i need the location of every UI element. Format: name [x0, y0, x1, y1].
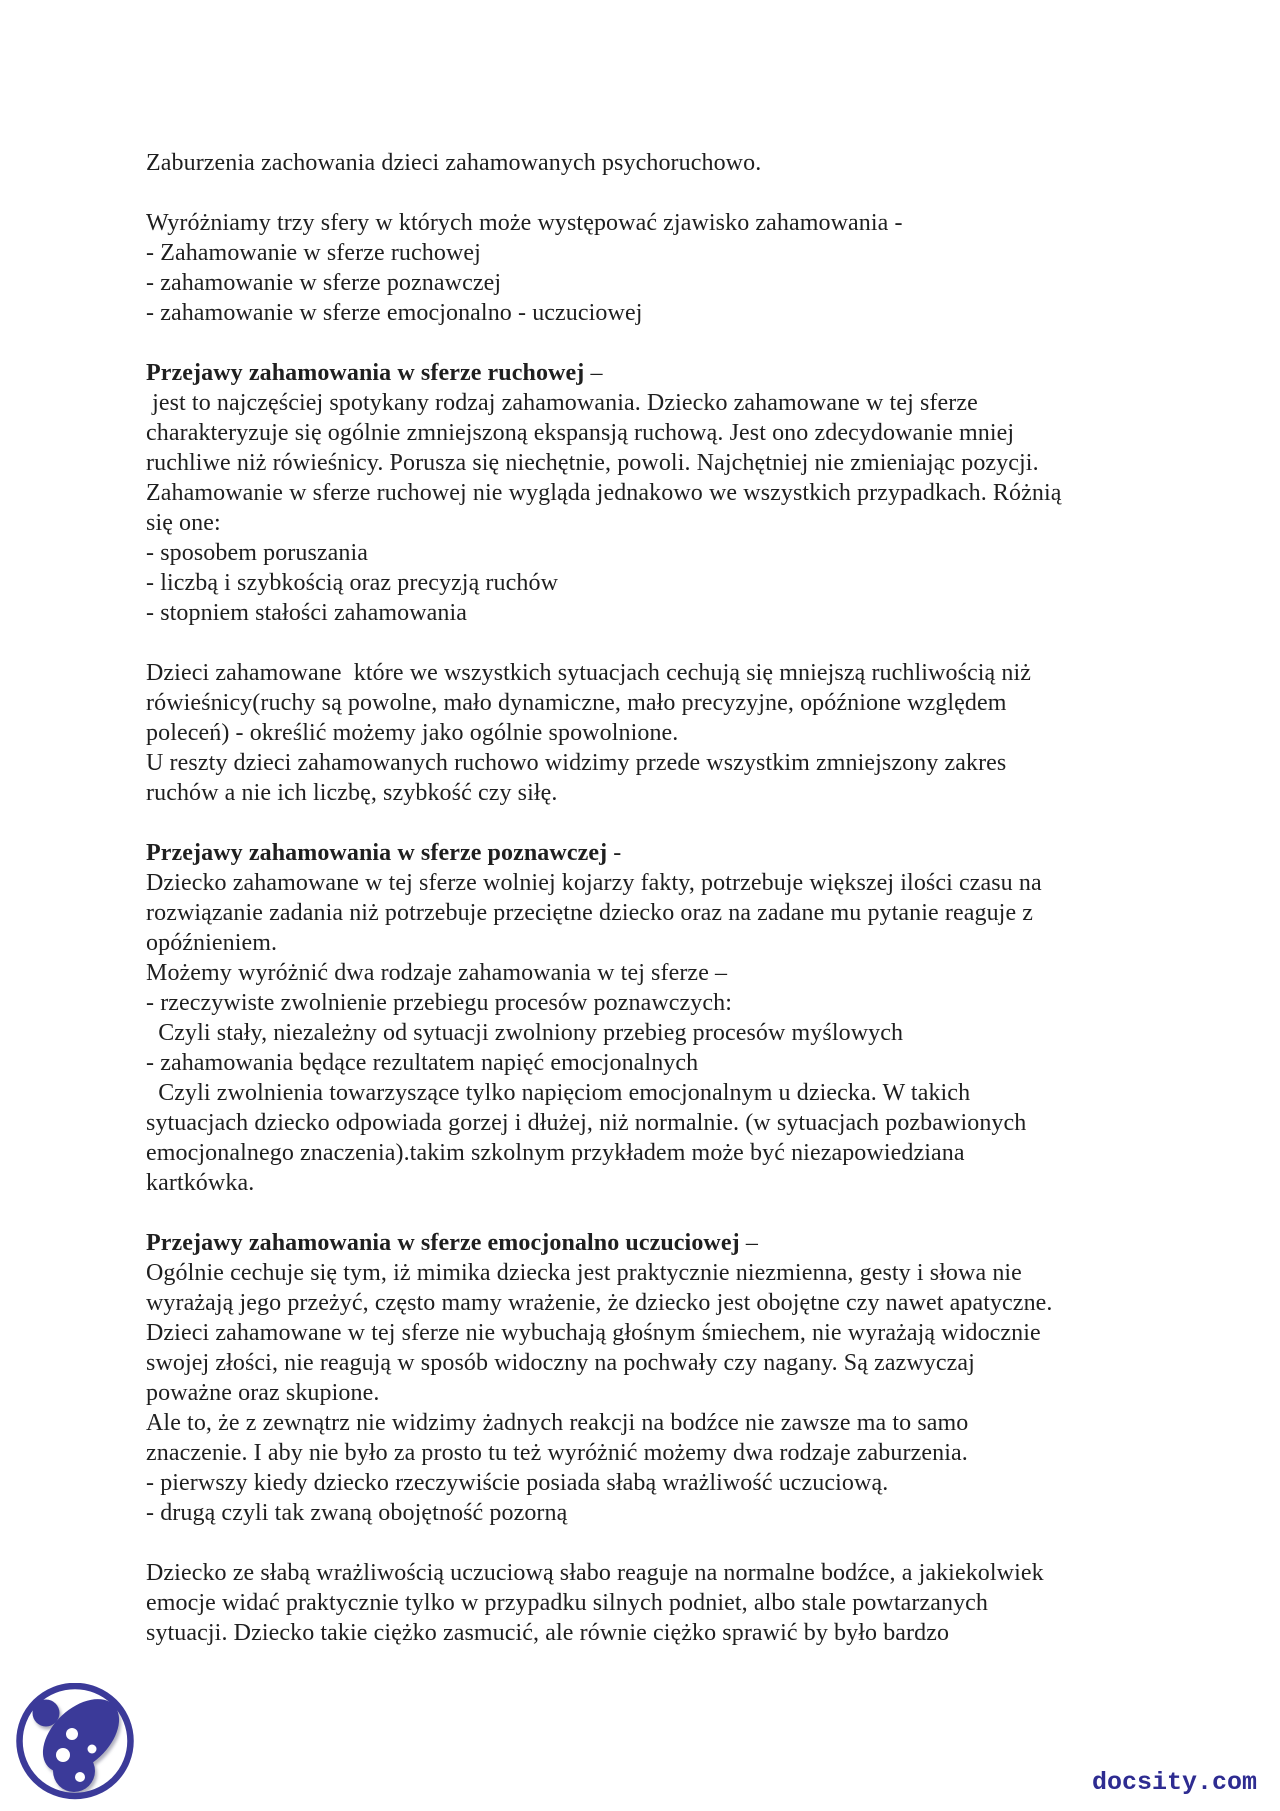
text-line: poważne oraz skupione.	[146, 1380, 380, 1406]
paragraph	[146, 1558, 1226, 1648]
text-line: kartkówka.	[146, 1170, 255, 1196]
text-line: Ogólnie cechuje się tym, iż mimika dziecka jest praktycznie niezmienna, gesty i słowa nie	[146, 1260, 1022, 1286]
text-line: Czyli stały, niezależny od sytuacji zwolniony przebieg procesów myślowych	[146, 1020, 904, 1046]
section-heading-dash: –	[739, 1230, 758, 1256]
section-heading	[146, 838, 1226, 868]
text-line: Ale to, że z zewnątrz nie widzimy żadnych reakcji na bodźce nie zawsze ma to samo	[146, 1410, 969, 1436]
section-heading-dash: -	[607, 840, 622, 866]
text-line: opóźnieniem.	[146, 930, 278, 956]
text-line: Dzieci zahamowane które we wszystkich sytuacjach cechują się mniejszą ruchliwością niż	[146, 660, 1032, 686]
text-line: U reszty dzieci zahamowanych ruchowo widzimy przede wszystkim zmniejszony zakres	[146, 750, 1007, 776]
text-line: ruchliwe niż rówieśnicy. Porusza się niechętnie, powoli. Najchętniej nie zmieniając pozycji.	[146, 450, 1039, 476]
section-paragraph	[146, 1228, 1226, 1528]
text-line: Dzieci zahamowane w tej sferze nie wybuchają głośnym śmiechem, nie wyrażają widocznie	[146, 1320, 1041, 1346]
paragraph	[146, 148, 1226, 178]
section-paragraph	[146, 838, 1226, 1198]
docsity-logo-icon	[12, 1683, 139, 1800]
section-heading-dash: –	[584, 360, 603, 386]
text-line: rówieśnicy(ruchy są powolne, mało dynamiczne, mało precyzyjne, opóźnione względem	[146, 690, 1007, 716]
text-line: Dziecko ze słabą wrażliwością uczuciową słabo reaguje na normalne bodźce, a jakiekolwiek	[146, 1560, 1044, 1586]
text-line: sytuacjach dziecko odpowiada gorzej i dłużej, niż normalnie. (w sytuacjach pozbawionych	[146, 1110, 1027, 1136]
text-line: wyrażają jego przeżyć, często mamy wrażenie, że dziecko jest obojętne czy nawet apatyczne.	[146, 1290, 1053, 1316]
text-line: Zahamowanie w sferze ruchowej nie wygląda jednakowo we wszystkich przypadkach. Różnią	[146, 480, 1062, 506]
text-line: - zahamowanie w sferze poznawczej	[146, 270, 502, 296]
docsity-watermark: docsity.com	[1092, 1768, 1258, 1797]
text-line: Możemy wyróżnić dwa rodzaje zahamowania w tej sferze –	[146, 960, 728, 986]
section-heading	[146, 1228, 1226, 1258]
text-line: swojej złości, nie reagują w sposób widoczny na pochwały czy nagany. Są zazwyczaj	[146, 1350, 975, 1376]
text-line: sytuacji. Dziecko takie ciężko zasmucić, ale równie ciężko sprawić by było bardzo	[146, 1620, 950, 1646]
document-text-body	[146, 148, 1226, 1678]
docsity-logo	[12, 1683, 139, 1800]
section-heading-text: Przejawy zahamowania w sferze emocjonalno uczuciowej	[146, 1230, 740, 1256]
text-line: Wyróżniamy trzy sfery w których może występować zjawisko zahamowania -	[146, 210, 903, 236]
paragraph	[146, 208, 1226, 328]
text-line: - pierwszy kiedy dziecko rzeczywiście posiada słabą wrażliwość uczuciową.	[146, 1470, 889, 1496]
text-line: Czyli zwolnienia towarzyszące tylko napięciom emocjonalnym u dziecka. W takich	[146, 1080, 971, 1106]
text-line: - zahamowanie w sferze emocjonalno - uczuciowej	[146, 300, 643, 326]
text-line: - sposobem poruszania	[146, 540, 369, 566]
text-line: - drugą czyli tak zwaną obojętność pozorną	[146, 1500, 568, 1526]
section-heading	[146, 358, 1226, 388]
text-line: emocjonalnego znaczenia).takim szkolnym przykładem może być niezapowiedziana	[146, 1140, 965, 1166]
section-heading-text: Przejawy zahamowania w sferze ruchowej	[146, 360, 585, 386]
text-line: jest to najczęściej spotykany rodzaj zahamowania. Dziecko zahamowane w tej sferze	[146, 390, 978, 416]
text-line: ruchów a nie ich liczbę, szybkość czy siłę.	[146, 780, 558, 806]
text-line: - liczbą i szybkością oraz precyzją ruchów	[146, 570, 559, 596]
section-heading-text: Przejawy zahamowania w sferze poznawczej	[146, 840, 608, 866]
text-line: emocje widać praktycznie tylko w przypadku silnych podniet, albo stale powtarzanych	[146, 1590, 989, 1616]
text-line: - rzeczywiste zwolnienie przebiegu procesów poznawczych:	[146, 990, 732, 1016]
text-line: rozwiązanie zadania niż potrzebuje przeciętne dziecko oraz na zadane mu pytanie reaguje z	[146, 900, 1034, 926]
text-line: charakteryzuje się ogólnie zmniejszoną ekspansją ruchową. Jest ono zdecydowanie mniej	[146, 420, 1015, 446]
text-line: znaczenie. I aby nie było za prosto tu też wyróżnić możemy dwa rodzaje zaburzenia.	[146, 1440, 968, 1466]
text-line: - zahamowania będące rezultatem napięć emocjonalnych	[146, 1050, 699, 1076]
text-line: Zaburzenia zachowania dzieci zahamowanych psychoruchowo.	[146, 150, 762, 176]
paragraph	[146, 658, 1226, 808]
text-line: poleceń) - określić możemy jako ogólnie spowolnione.	[146, 720, 679, 746]
text-line: - Zahamowanie w sferze ruchowej	[146, 240, 481, 266]
text-line: się one:	[146, 510, 221, 536]
section-paragraph	[146, 358, 1226, 628]
text-line: Dziecko zahamowane w tej sferze wolniej kojarzy fakty, potrzebuje większej ilości czasu na	[146, 870, 1042, 896]
text-line: - stopniem stałości zahamowania	[146, 600, 468, 626]
